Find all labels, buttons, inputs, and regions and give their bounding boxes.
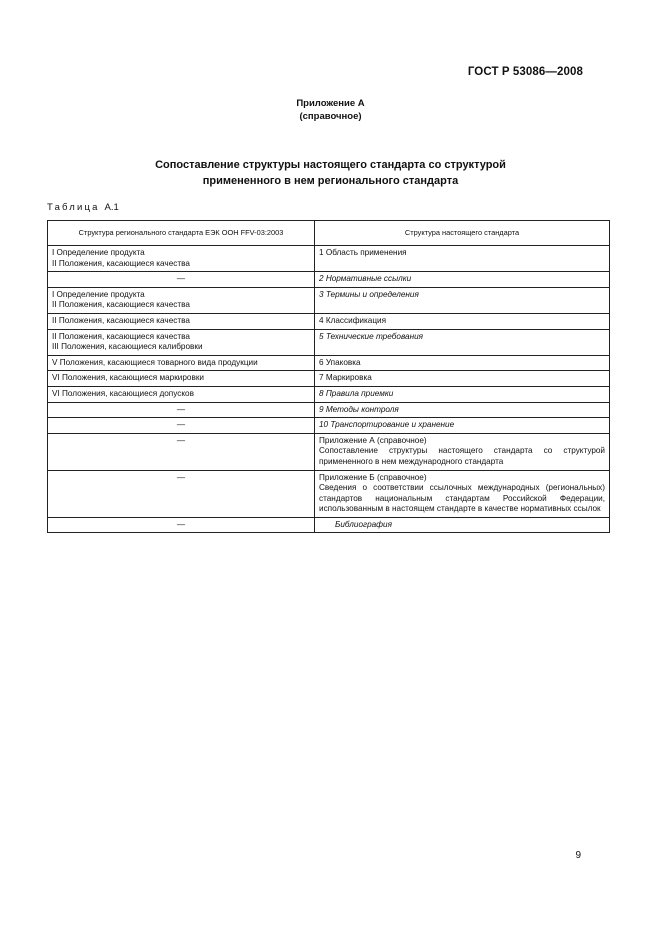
regional-item: I Определение продукта xyxy=(52,289,145,299)
national-cell xyxy=(315,329,610,355)
dash-placeholder: — xyxy=(176,404,186,414)
regional-item: III Положения, касающиеся калибровки xyxy=(52,342,203,352)
regional-item: VI Положения, касающиеся допусков xyxy=(52,388,194,398)
national-item: 7 Маркировка xyxy=(319,373,372,383)
regional-item: V Положения, касающиеся товарного вида продукции xyxy=(52,357,258,367)
regional-item: I Определение продукта xyxy=(52,248,145,257)
table-row xyxy=(48,246,610,272)
table-row xyxy=(48,355,610,371)
table-row xyxy=(48,371,610,387)
national-item: 2 Нормативные ссылки xyxy=(319,274,412,284)
appendix-type: (справочное) xyxy=(299,111,362,122)
dash-placeholder: — xyxy=(176,472,186,482)
page-number: 9 xyxy=(575,850,581,861)
document-id: ГОСТ Р 53086—2008 xyxy=(467,66,583,78)
regional-item: VI Положения, касающиеся маркировки xyxy=(52,373,204,383)
regional-cell xyxy=(48,433,315,470)
col1-header: Структура регионального стандарта ЕЭК ООН FFV-03:2003 xyxy=(48,221,315,246)
table-row xyxy=(48,402,610,418)
structure-comparison-table xyxy=(47,220,610,533)
appendix-title xyxy=(0,157,661,189)
appendix-b-label: Приложение Б (справочное) xyxy=(319,472,427,482)
regional-cell xyxy=(48,355,315,371)
national-item: 8 Правила приемки xyxy=(319,388,394,398)
national-cell xyxy=(315,371,610,387)
table-row xyxy=(48,313,610,329)
national-item: 6 Упаковка xyxy=(319,357,361,367)
regional-cell xyxy=(48,517,315,533)
regional-cell xyxy=(48,402,315,418)
national-cell xyxy=(315,470,610,517)
national-cell xyxy=(315,418,610,434)
table-row xyxy=(48,470,610,517)
appendix-b-description: Сведения о соответствии ссылочных международных (региональных) стандартов национальным стандартам Российской Федерации, использованным в настоящем стандарте в качестве нормативных ссылок xyxy=(319,483,605,514)
regional-cell xyxy=(48,371,315,387)
national-cell xyxy=(315,287,610,313)
national-cell xyxy=(315,272,610,288)
table-caption xyxy=(47,202,119,213)
regional-cell xyxy=(48,313,315,329)
national-item: 10 Транспортирование и хранение xyxy=(319,420,455,430)
dash-placeholder: — xyxy=(176,519,186,529)
appendix-heading xyxy=(0,97,661,123)
regional-item: II Положения, касающиеся качества xyxy=(52,300,190,310)
table-header-row xyxy=(48,221,610,246)
table-row xyxy=(48,386,610,402)
title-line-2: примененного в нем регионального стандарта xyxy=(202,175,459,187)
table-row xyxy=(48,329,610,355)
dash-placeholder: — xyxy=(176,274,186,284)
appendix-a-label: Приложение А (справочное) xyxy=(319,435,427,445)
dash-placeholder: — xyxy=(176,420,186,430)
national-item: 4 Классификация xyxy=(319,315,387,325)
title-line-1: Сопоставление структуры настоящего стандарта со структурой xyxy=(155,159,506,171)
national-item: 9 Методы контроля xyxy=(319,404,399,414)
national-item: 1 Область применения xyxy=(319,248,407,257)
table-caption-number: А.1 xyxy=(104,202,119,213)
appendix-a-description: Сопоставление структуры настоящего стандарта со структурой примененного в нем международного стандарта xyxy=(319,446,605,466)
table-row xyxy=(48,433,610,470)
national-cell xyxy=(315,355,610,371)
national-cell xyxy=(315,402,610,418)
national-item: 3 Термины и определения xyxy=(319,289,419,299)
table-row xyxy=(48,517,610,533)
national-item: 5 Технические требования xyxy=(319,331,424,341)
regional-cell xyxy=(48,418,315,434)
national-cell xyxy=(315,433,610,470)
regional-cell xyxy=(48,386,315,402)
appendix-label: Приложение А xyxy=(296,98,365,109)
bibliography-item: Библиография xyxy=(335,519,392,529)
national-cell xyxy=(315,313,610,329)
national-cell xyxy=(315,246,610,272)
regional-cell xyxy=(48,470,315,517)
national-cell xyxy=(315,386,610,402)
regional-cell xyxy=(48,272,315,288)
col2-header: Структура настоящего стандарта xyxy=(315,221,610,246)
regional-cell xyxy=(48,287,315,313)
regional-item: II Положения, касающиеся качества xyxy=(52,331,190,341)
table-row xyxy=(48,287,610,313)
national-cell xyxy=(315,517,610,533)
regional-item: II Положения, касающиеся качества xyxy=(52,258,190,268)
table-caption-word: Таблица xyxy=(47,202,100,213)
regional-cell xyxy=(48,246,315,272)
table-row xyxy=(48,418,610,434)
regional-cell xyxy=(48,329,315,355)
dash-placeholder: — xyxy=(176,435,186,445)
regional-item: II Положения, касающиеся качества xyxy=(52,315,190,325)
table-row xyxy=(48,272,610,288)
